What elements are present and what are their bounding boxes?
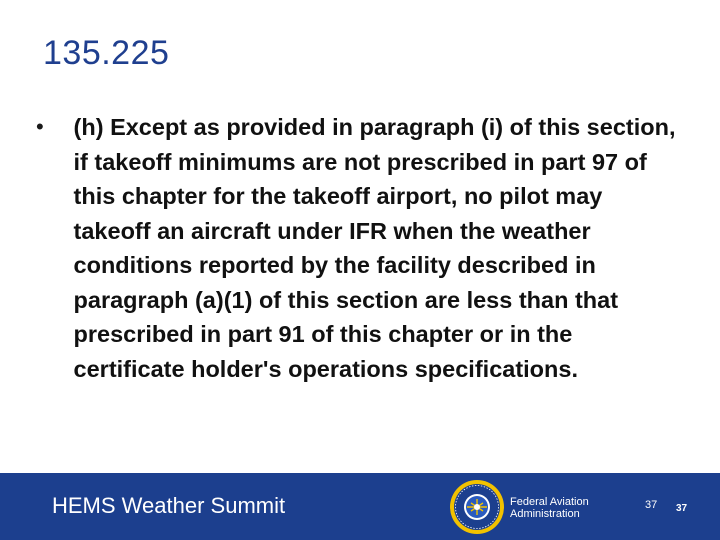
agency-line-2: Administration — [510, 508, 580, 520]
footer-event-title: HEMS Weather Summit — [52, 493, 286, 518]
page-number: 37 — [676, 503, 688, 514]
slide-title: 135.225 — [43, 34, 170, 72]
bullet-text: (h) Except as provided in paragraph (i) of this section, if takeoff minimums are not prescribed in part 97 of this chapter for the takeoff airport, no pilot may takeoff an aircraft under IFR when the weather conditions reported by the facility described in paragraph (a)(1) of this section are less than that prescribed in part 91 of this chapter or in the certificate holder's operations specifications. — [73, 114, 676, 382]
faa-seal-icon — [449, 479, 505, 535]
agency-name — [510, 496, 589, 520]
agency-line-1: Federal Aviation — [510, 496, 589, 508]
bullet-item — [36, 110, 676, 386]
page-number-small: 37 — [645, 499, 658, 511]
bullet-symbol: • — [36, 114, 44, 139]
footer-bar — [0, 473, 720, 540]
